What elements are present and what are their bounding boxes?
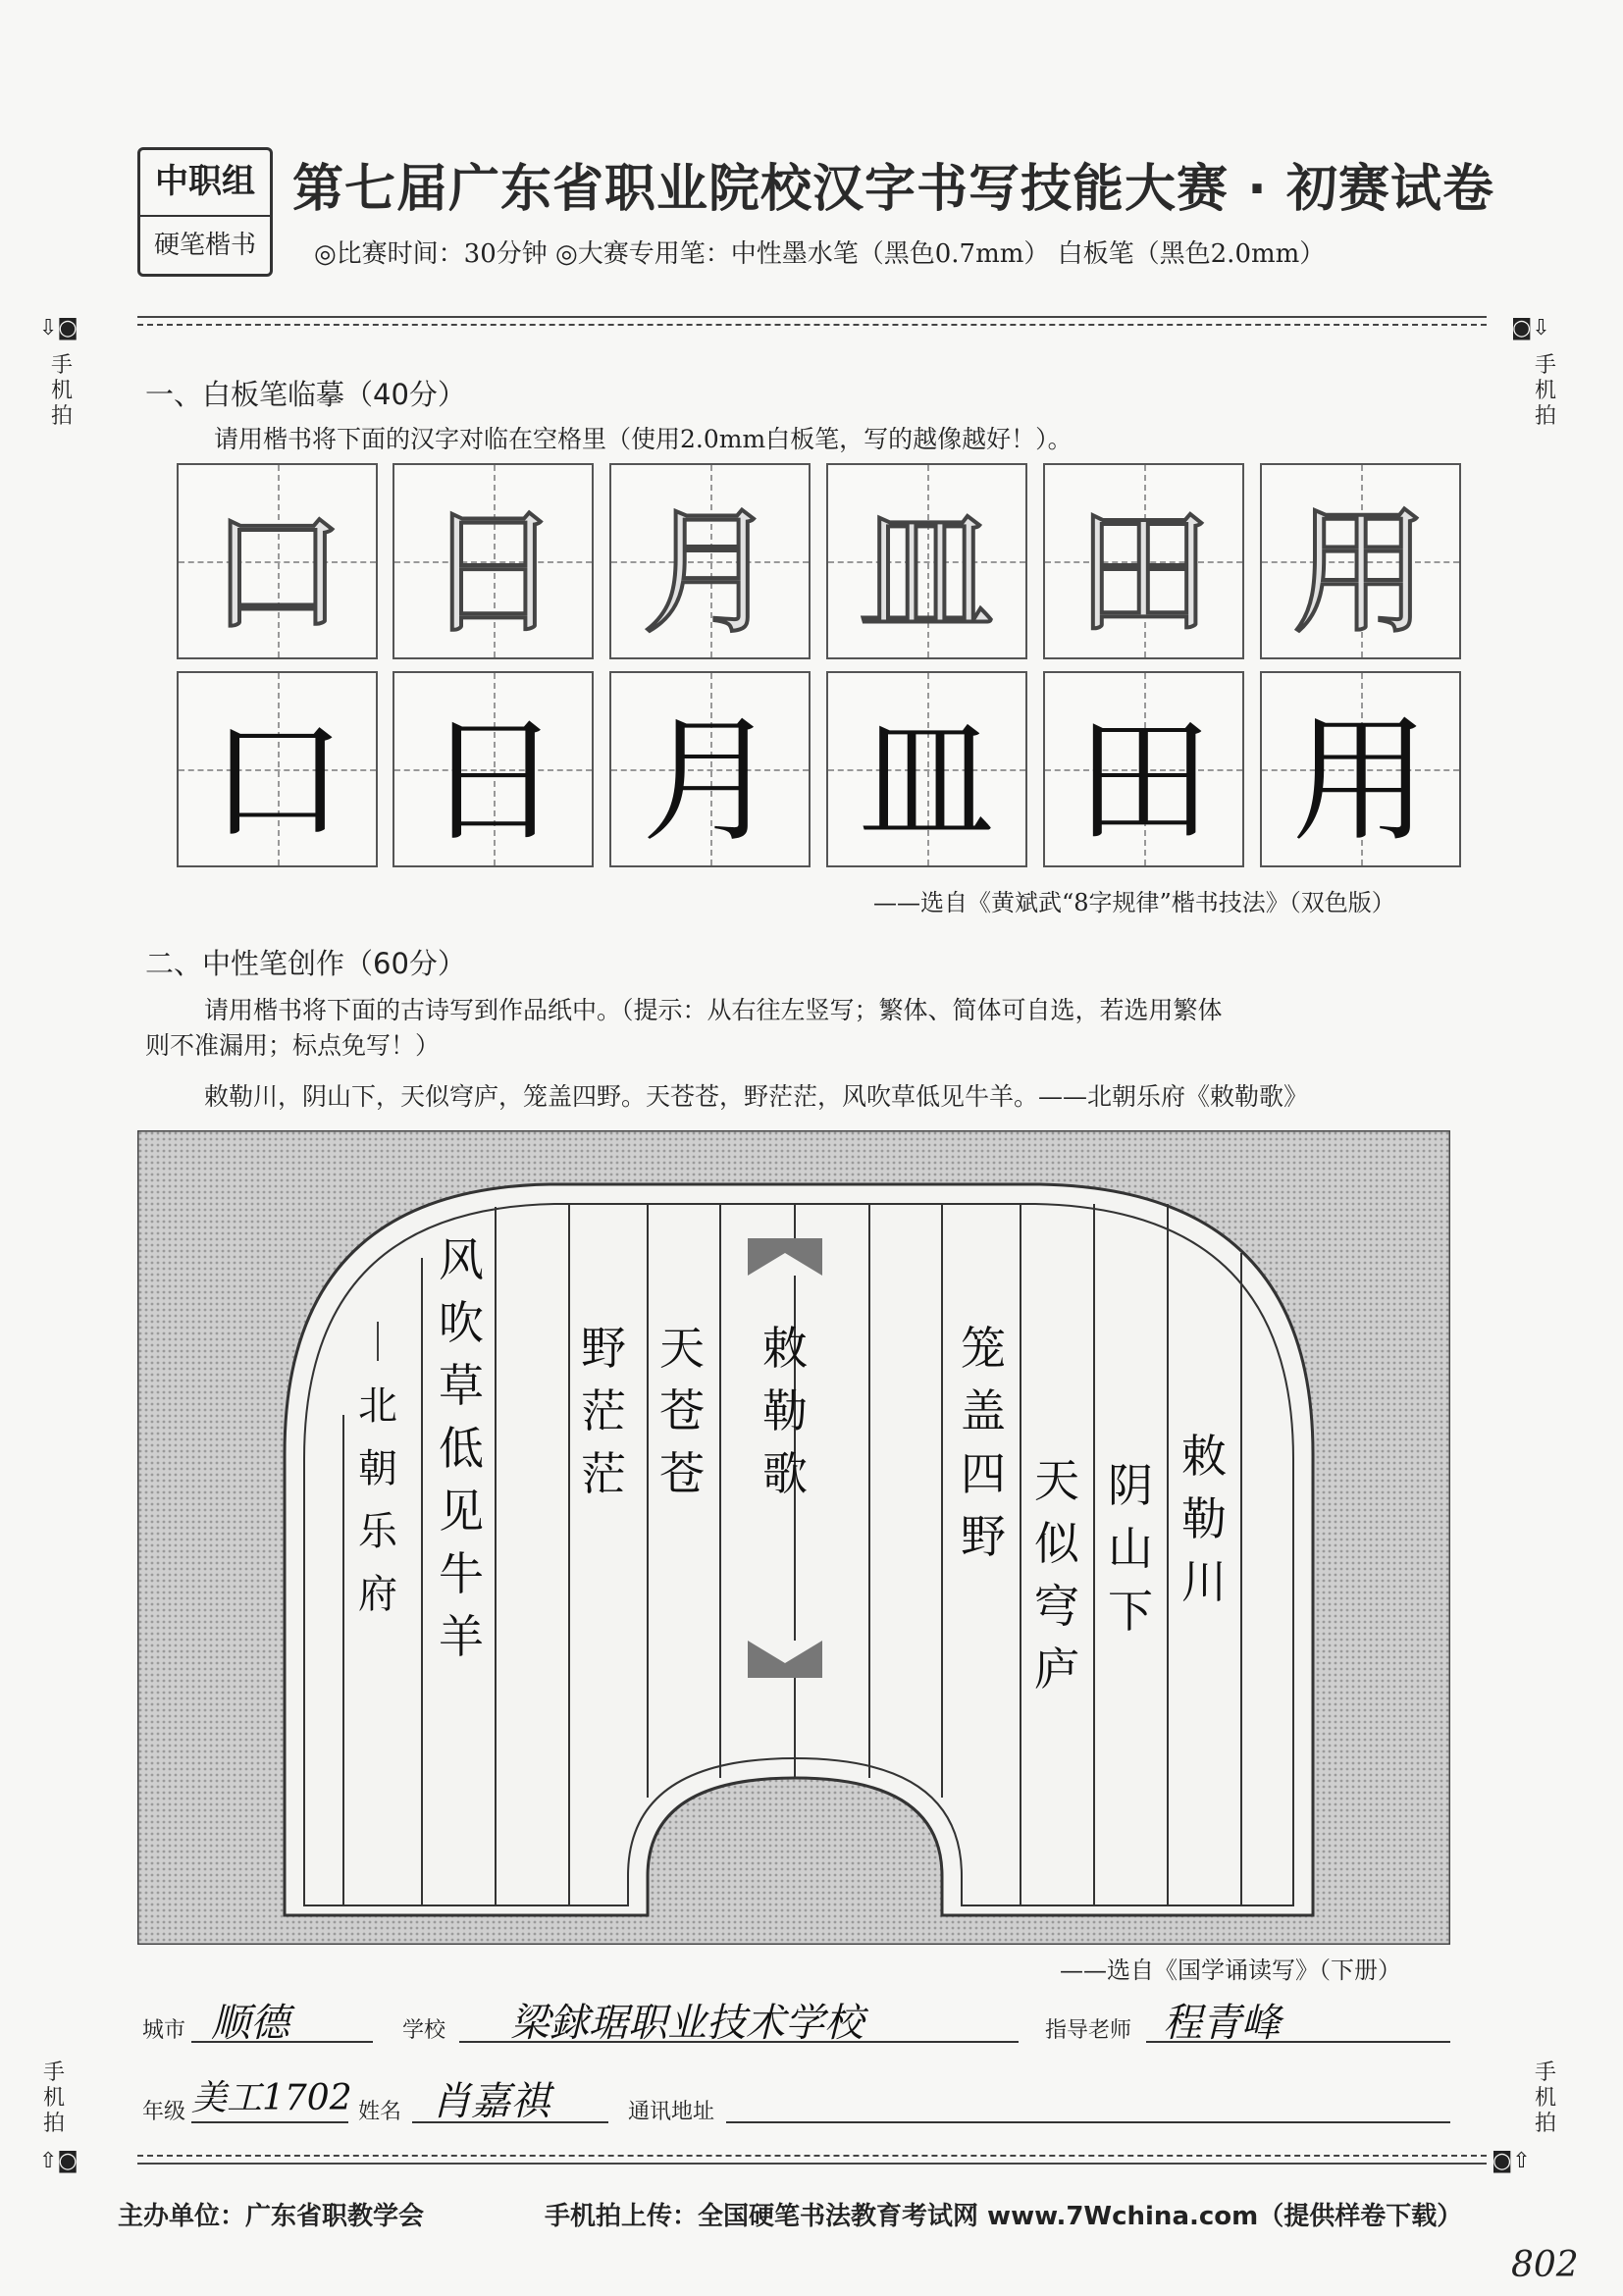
model-cell <box>1043 463 1244 659</box>
model-cell <box>393 463 594 659</box>
poem-column: 野茫茫 <box>581 1322 626 1500</box>
section2-source: ——选自《国学诵读写》（下册） <box>1060 1957 1401 1984</box>
section1-instruction: 请用楷书将下面的汉字对临在空格里（使用2.0mm白板笔，写的越像越好！）。 <box>214 425 1073 453</box>
model-character: 月 <box>641 493 779 653</box>
written-character: 田 <box>1074 701 1213 861</box>
teacher-value[interactable]: 程青峰 <box>1163 2001 1281 2046</box>
name-label: 姓名 <box>358 2100 402 2124</box>
top-rule <box>137 316 1487 318</box>
grade-label: 年级 <box>142 2100 186 2124</box>
exam-title: 第七届广东省职业院校汉字书写技能大赛 · 初赛试卷 <box>292 160 1494 219</box>
city-value[interactable]: 顺德 <box>211 2001 289 2046</box>
school-value[interactable]: 梁銶琚职业技术学校 <box>510 2001 864 2046</box>
writing-cell[interactable] <box>609 671 811 867</box>
grade-underline <box>191 2121 348 2123</box>
camera-icon: ◙⇩ <box>1511 316 1550 340</box>
model-character: 田 <box>1074 493 1213 653</box>
model-cell <box>1260 463 1461 659</box>
writing-cell[interactable] <box>1043 671 1244 867</box>
footer-organizer: 主办单位：广东省职教学会 <box>118 2202 425 2231</box>
school-underline <box>459 2041 1019 2043</box>
writing-cell[interactable] <box>177 671 378 867</box>
teacher-underline <box>1146 2041 1450 2043</box>
poem-title-column: 敕勒歌 <box>762 1322 808 1500</box>
section2-instruction-1: 请用楷书将下面的古诗写到作品纸中。（提示：从右往左竖写；繁体、简体可自选，若选用繁体 <box>204 996 1223 1024</box>
address-underline <box>726 2121 1450 2123</box>
school-label: 学校 <box>402 2018 446 2043</box>
poem-column: 天苍苍 <box>659 1322 705 1500</box>
group-badge <box>137 147 273 277</box>
city-underline <box>191 2041 373 2043</box>
teacher-label: 指导老师 <box>1045 2018 1132 2043</box>
work-paper-frame <box>137 1130 1450 1945</box>
written-character: 日 <box>424 701 562 861</box>
model-cell <box>826 463 1027 659</box>
poem-column: 风吹草低见牛羊 <box>439 1233 484 1663</box>
writing-cell[interactable] <box>1260 671 1461 867</box>
model-cell <box>177 463 378 659</box>
side-label-top-right: 手机拍 <box>1534 353 1556 429</box>
written-character: 口 <box>208 701 346 861</box>
poem-column: 阴山下 <box>1108 1459 1153 1638</box>
written-character: 月 <box>641 701 779 861</box>
model-character: 日 <box>424 493 562 653</box>
model-cell <box>609 463 811 659</box>
top-dashed-rule <box>137 324 1487 326</box>
side-label-top-left: 手机拍 <box>50 353 73 429</box>
section2-heading: 二、中性笔创作（60分） <box>145 947 466 980</box>
side-label-bottom-left: 手机拍 <box>42 2061 65 2136</box>
name-underline <box>412 2121 608 2123</box>
exam-rules: ◎比赛时间：30分钟 ◎大赛专用笔：中性墨水笔（黑色0.7mm） 白板笔（黑色2.0mm） <box>314 239 1326 269</box>
work-paper[interactable] <box>137 1130 1450 1945</box>
poem-column: 天似穹庐 <box>1034 1454 1079 1696</box>
tracing-grid <box>177 463 1464 875</box>
bottom-dashed-rule <box>137 2155 1487 2157</box>
section1-heading: 一、白板笔临摹（40分） <box>145 378 466 411</box>
grade-value[interactable]: 美工1702 <box>191 2078 352 2118</box>
bottom-rule <box>137 2163 1487 2165</box>
section2-instruction-2: 则不准漏用；标点免写！） <box>145 1031 441 1060</box>
written-character: 用 <box>1291 701 1430 861</box>
badge-group: 中职组 <box>140 150 270 217</box>
address-label: 通讯地址 <box>628 2100 715 2124</box>
poem-text: 敕勒川，阴山下，天似穹庐，笼盖四野。天苍苍，野茫茫，风吹草低见牛羊。——北朝乐府《敕勒歌》 <box>204 1082 1309 1111</box>
poem-column: 敕勒川 <box>1181 1430 1227 1608</box>
camera-icon: ◙⇧ <box>1492 2149 1531 2173</box>
section1-source: ——选自《黄斌武“8字规律”楷书技法》（双色版） <box>873 889 1395 916</box>
badge-category: 硬笔楷书 <box>153 231 256 260</box>
model-character: 口 <box>208 493 346 653</box>
footer-upload: 手机拍上传：全国硬笔书法教育考试网 www.7Wchina.com（提供样卷下载） <box>545 2202 1463 2231</box>
poem-column: 笼盖四野 <box>961 1322 1006 1563</box>
writing-cell[interactable] <box>826 671 1027 867</box>
page-number: 802 <box>1511 2245 1579 2285</box>
model-character: 皿 <box>858 493 996 653</box>
written-character: 皿 <box>858 701 996 861</box>
model-character: 用 <box>1291 493 1430 653</box>
city-label: 城市 <box>142 2018 186 2043</box>
camera-icon: ⇧◙ <box>39 2149 79 2173</box>
side-label-bottom-right: 手机拍 <box>1534 2061 1556 2136</box>
camera-icon: ⇩◙ <box>39 316 79 340</box>
poem-attribution-column: ｜北朝乐府 <box>358 1321 397 1617</box>
writing-cell[interactable] <box>393 671 594 867</box>
name-value[interactable]: 肖嘉祺 <box>432 2079 550 2124</box>
